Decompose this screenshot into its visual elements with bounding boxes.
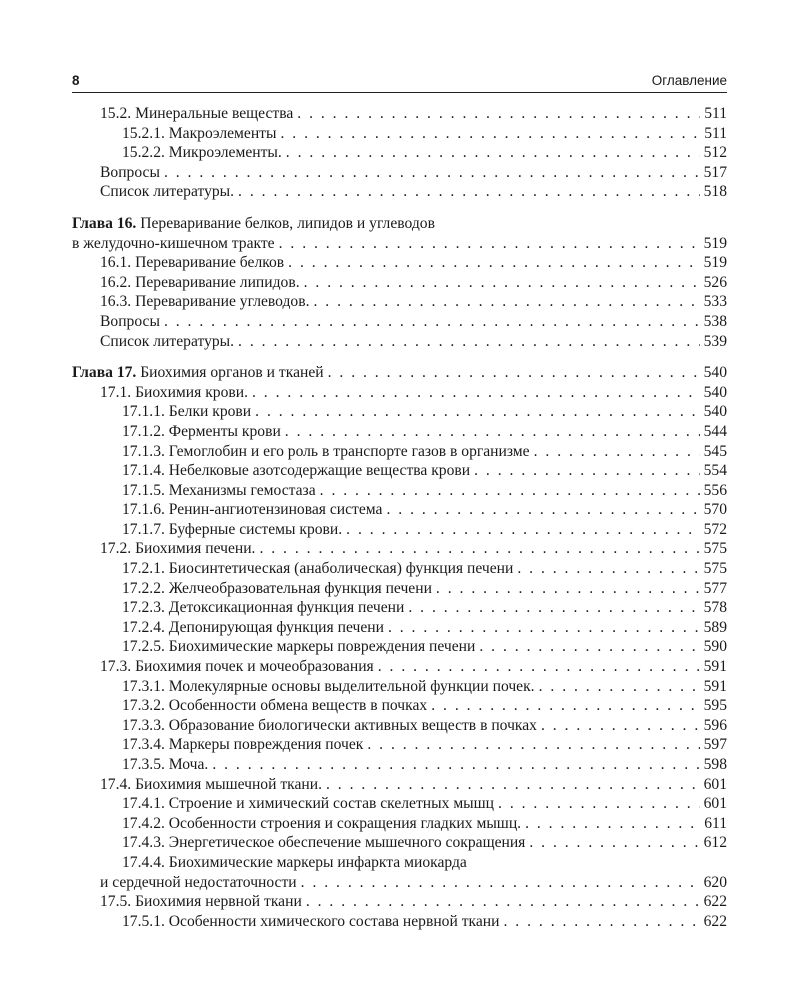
toc-page-number: 591 (703, 658, 727, 676)
toc-entry-text: 17.1.7. Буферные системы крови. (122, 520, 343, 538)
table-of-contents (72, 104, 727, 943)
toc-page-number: 596 (703, 716, 727, 734)
toc-entry-text: 17.1.6. Ренин-ангиотензиновая система (122, 501, 383, 519)
toc-page-number: 572 (703, 520, 727, 538)
dot-leader (479, 637, 699, 657)
toc-page-number: 578 (703, 599, 727, 617)
toc-entry (72, 500, 727, 520)
toc-entry-title (122, 912, 500, 932)
toc-entry (72, 332, 727, 352)
dot-leader (280, 124, 700, 144)
dot-leader (525, 814, 700, 834)
toc-entry (72, 402, 727, 422)
toc-entry (72, 292, 727, 312)
toc-entry-text: 17.2.2. Желчеобразовательная функция печени (122, 579, 432, 597)
toc-entry-text: 17.1.3. Гемоглобин и его роль в транспорте газов в организме (122, 442, 530, 460)
toc-entry (72, 163, 727, 183)
toc-page-number: 526 (703, 273, 727, 291)
toc-entry-title (100, 182, 234, 202)
toc-page-number: 538 (703, 312, 727, 330)
toc-entry (72, 539, 727, 559)
toc-entry-title (122, 853, 467, 873)
toc-entry-title (100, 312, 160, 332)
dot-leader (388, 618, 700, 638)
page-number: 8 (72, 73, 80, 88)
toc-entry-title (122, 500, 382, 520)
dot-leader (320, 481, 700, 501)
dot-leader (297, 104, 700, 124)
toc-entry-text: 17.2.1. Биосинтетическая (анаболическая) функция печени (122, 560, 514, 578)
dot-leader (431, 696, 699, 716)
toc-entry-title (122, 481, 316, 501)
toc-page-number: 612 (703, 834, 727, 852)
toc-entry-title (72, 234, 275, 254)
toc-entry (72, 520, 727, 540)
toc-entry-title (122, 520, 342, 540)
toc-entry-text: и сердечной недостаточности (100, 873, 297, 891)
toc-chapter-block (72, 104, 727, 202)
toc-entry-title (122, 618, 384, 638)
toc-page-number: 577 (703, 579, 727, 597)
toc-chapter-block (72, 363, 727, 931)
toc-entry-title (100, 873, 297, 893)
toc-entry-text: 15.2.1. Макроэлементы (122, 124, 277, 142)
toc-entry-title (100, 892, 302, 912)
toc-page-number: 556 (703, 481, 727, 499)
toc-entry (72, 312, 727, 332)
toc-page-number: 597 (703, 736, 727, 754)
toc-entry-text: 17.3.4. Маркеры повреждения почек (122, 736, 364, 754)
toc-entry-text: 17.1.1. Белки крови (122, 403, 252, 421)
toc-entry-text: 17.3.3. Образование биологически активных веществ в почках (122, 716, 537, 734)
toc-page-number: 533 (703, 293, 727, 311)
toc-entry-text: 17.3.5. Моча. (122, 756, 209, 773)
dot-leader (301, 873, 700, 893)
toc-entry-text: 17.5.1. Особенности химического состава нервной ткани (122, 912, 500, 930)
toc-page-number: 511 (704, 124, 727, 142)
toc-entry (72, 892, 727, 912)
toc-entry-title (122, 637, 475, 657)
toc-entry (72, 912, 727, 932)
section-title: Оглавление (651, 73, 727, 88)
toc-chapter-block (72, 214, 727, 351)
toc-page-number: 591 (703, 677, 727, 695)
toc-page-number: 575 (703, 540, 727, 558)
dot-leader (285, 422, 700, 442)
toc-entry-text: 16.3. Переваривание углеводов. (100, 293, 310, 311)
toc-entry-title (122, 579, 432, 599)
toc-entry (72, 657, 727, 677)
toc-entry-title (122, 461, 470, 481)
dot-leader (164, 163, 700, 183)
toc-entry (72, 716, 727, 736)
toc-entry-text: 16.1. Переваривание белков (100, 254, 285, 272)
dot-leader (326, 775, 700, 795)
toc-page-number: 519 (703, 234, 727, 252)
toc-entry-text: Вопросы (100, 312, 160, 330)
toc-entry (72, 598, 727, 618)
toc-page-number: 540 (703, 403, 727, 421)
toc-page-number: 601 (703, 795, 727, 813)
toc-page-number: 622 (703, 912, 727, 930)
toc-entry (72, 442, 727, 462)
toc-page-number: 540 (703, 364, 727, 382)
toc-entry (72, 853, 727, 873)
toc-entry-title (122, 696, 427, 716)
dot-leader (328, 363, 700, 383)
toc-entry-title (100, 273, 300, 293)
toc-entry (72, 124, 727, 144)
dot-leader (286, 143, 700, 163)
toc-page-number: 620 (703, 873, 727, 891)
toc-entry-title (100, 163, 160, 183)
toc-page-number: 554 (703, 462, 727, 480)
toc-entry-title (100, 657, 374, 677)
toc-page-number: 611 (704, 814, 727, 832)
toc-page-number: 519 (703, 254, 727, 272)
toc-entry-title (100, 539, 255, 559)
toc-entry (72, 182, 727, 202)
dot-leader (498, 794, 700, 814)
toc-page-number: 545 (703, 442, 727, 460)
toc-page-number: 589 (703, 618, 727, 636)
toc-entry-text: 17.2.4. Депонирующая функция печени (122, 618, 384, 636)
toc-entry-text: 17.1.5. Механизмы гемостаза (122, 481, 316, 499)
toc-entry-text: 17.5. Биохимия нервной ткани (100, 893, 302, 911)
toc-entry-text: 17.3. Биохимия почек и мочеобразования (100, 658, 374, 676)
dot-leader (436, 579, 700, 599)
toc-entry (72, 383, 727, 403)
toc-entry-text: 17.4. Биохимия мышечной ткани. (100, 775, 322, 793)
toc-entry-title (122, 402, 251, 422)
dot-leader (238, 332, 700, 352)
toc-entry-title (122, 677, 535, 697)
toc-page-number: 590 (703, 638, 727, 656)
dot-leader (255, 402, 699, 422)
dot-leader (367, 735, 699, 755)
chapter-label: Глава 16. (72, 214, 137, 232)
dot-leader (279, 234, 700, 254)
toc-entry (72, 637, 727, 657)
dot-leader (474, 461, 699, 481)
toc-entry-title (100, 104, 293, 124)
toc-page-number: 539 (703, 332, 727, 350)
toc-entry-title (122, 735, 363, 755)
toc-page-number: 512 (703, 144, 727, 162)
dot-leader (504, 912, 700, 932)
toc-entry (72, 735, 727, 755)
toc-entry-text: Биохимия органов и тканей (136, 364, 324, 382)
toc-page-number: 570 (703, 501, 727, 519)
toc-entry-text: 17.4.2. Особенности строения и сокращения гладких мышц. (122, 814, 522, 832)
dot-leader (238, 182, 700, 202)
toc-entry (72, 422, 727, 442)
dot-leader (346, 520, 699, 540)
toc-entry-title (100, 292, 310, 312)
dot-leader (378, 657, 700, 677)
toc-entry-title (122, 442, 530, 462)
toc-entry (72, 677, 727, 697)
toc-entry (72, 833, 727, 853)
toc-entry-title (122, 422, 281, 442)
toc-entry (72, 618, 727, 638)
toc-entry-title (100, 775, 322, 795)
toc-entry-title (122, 598, 404, 618)
toc-entry-text: Вопросы (100, 163, 160, 181)
toc-entry-text: 15.2. Минеральные вещества (100, 105, 294, 122)
toc-entry (72, 273, 727, 293)
toc-page-number: 575 (703, 560, 727, 578)
toc-entry-text: 17.2.3. Детоксикационная функция печени (122, 599, 405, 617)
toc-entry-title (122, 833, 525, 853)
chapter-label: Глава 17. (72, 364, 137, 382)
toc-entry (72, 696, 727, 716)
toc-entry-text: Список литературы. (100, 332, 235, 350)
toc-entry (72, 794, 727, 814)
toc-entry-text: 17.4.4. Биохимические маркеры инфаркта миокарда (122, 853, 467, 871)
toc-page-number: 595 (703, 697, 727, 715)
dot-leader (306, 892, 700, 912)
toc-entry-text: 16.2. Переваривание липидов. (100, 273, 300, 291)
toc-entry-text: 17.2.5. Биохимические маркеры повреждения печени (122, 638, 476, 656)
dot-leader (529, 833, 699, 853)
toc-entry (72, 755, 727, 775)
running-header (72, 68, 727, 93)
toc-entry-title (122, 755, 208, 775)
toc-entry (72, 461, 727, 481)
dot-leader (304, 273, 700, 293)
dot-leader (259, 539, 699, 559)
toc-entry (72, 579, 727, 599)
toc-entry (72, 143, 727, 163)
toc-entry-text: 15.2.2. Микроэлементы. (122, 144, 282, 162)
toc-entry (72, 775, 727, 795)
toc-entry-text: 17.1. Биохимия крови. (100, 383, 248, 401)
toc-entry-title (122, 794, 494, 814)
dot-leader (314, 292, 700, 312)
toc-entry-text: 17.3.1. Молекулярные основы выделительной функции почек. (122, 677, 535, 695)
toc-page-number: 517 (703, 163, 727, 181)
toc-entry-title (72, 363, 324, 383)
toc-page-number: 511 (704, 105, 727, 122)
toc-entry-text: 17.4.3. Энергетическое обеспечение мышечного сокращения (122, 834, 526, 852)
toc-entry-text: Список литературы. (100, 183, 235, 201)
toc-entry-text: 17.2. Биохимия печени. (100, 540, 256, 558)
dot-leader (539, 677, 700, 697)
toc-entry-title (100, 253, 284, 273)
toc-entry-text: 17.4.1. Строение и химический состав скелетных мышц (122, 795, 495, 813)
toc-entry-title (122, 716, 537, 736)
toc-entry (72, 234, 727, 254)
toc-page-number: 622 (703, 893, 727, 911)
toc-page-number: 598 (703, 756, 727, 773)
toc-entry-title (122, 143, 282, 163)
toc-entry (72, 559, 727, 579)
dot-leader (212, 755, 699, 775)
toc-entry-title (100, 383, 248, 403)
dot-leader (408, 598, 699, 618)
toc-page-number: 518 (703, 183, 727, 201)
toc-entry-text: 17.1.2. Ферменты крови (122, 422, 281, 440)
toc-entry (72, 104, 727, 124)
toc-entry (72, 253, 727, 273)
toc-entry-title (100, 332, 234, 352)
toc-entry (72, 214, 727, 234)
toc-entry-title (122, 814, 521, 834)
dot-leader (517, 559, 699, 579)
toc-entry (72, 481, 727, 501)
toc-page-number: 544 (703, 422, 727, 440)
toc-entry-text: 17.1.4. Небелковые азотсодержащие вещества крови (122, 462, 471, 480)
toc-entry (72, 814, 727, 834)
dot-leader (252, 383, 700, 403)
dot-leader (534, 442, 700, 462)
toc-entry-text: в желудочно-кишечном тракте (72, 234, 275, 252)
dot-leader (541, 716, 700, 736)
toc-page-number: 601 (703, 775, 727, 793)
dot-leader (386, 500, 699, 520)
toc-entry-text: Переваривание белков, липидов и углеводов (136, 214, 435, 232)
toc-page-number: 540 (703, 383, 727, 401)
toc-entry-title (72, 214, 435, 234)
toc-entry-text: 17.3.2. Особенности обмена веществ в почках (122, 697, 428, 715)
toc-entry-title (122, 124, 276, 144)
toc-entry (72, 363, 727, 383)
dot-leader (164, 312, 700, 332)
toc-entry (72, 873, 727, 893)
toc-entry-title (122, 559, 513, 579)
dot-leader (288, 253, 699, 273)
